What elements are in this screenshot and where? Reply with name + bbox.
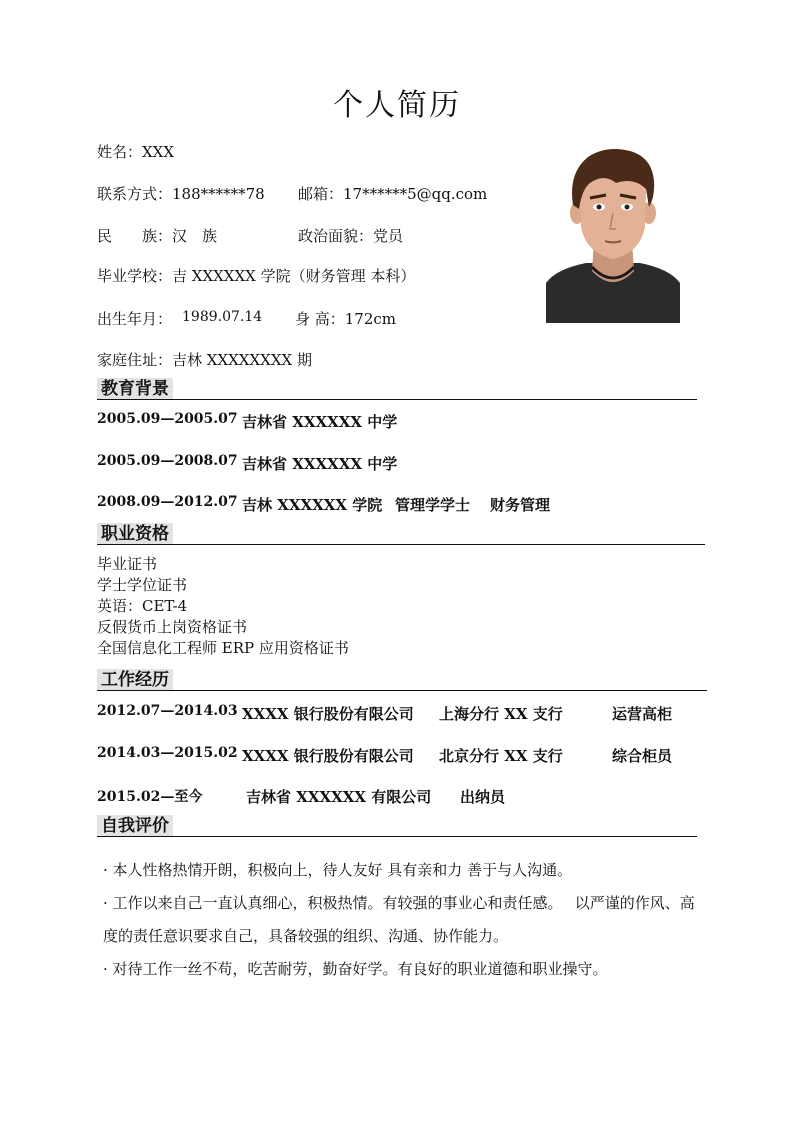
work-branch: 北京分行 XX 支行: [439, 747, 563, 765]
edu-date: 2005.09—2008.07: [97, 453, 238, 469]
info-height: 身 高：172cm: [295, 310, 397, 328]
info-name: 姓名：XXX: [97, 143, 175, 161]
info-political: 政治面貌：党员: [298, 227, 404, 245]
work-date: 2014.03—2015.02: [97, 745, 238, 761]
work-position: 综合柜员: [612, 747, 673, 765]
edu-school: 吉林省 XXXXXX 中学: [242, 413, 398, 431]
self-eval-divider: [97, 836, 697, 837]
work-company: 吉林省 XXXXXX 有限公司: [246, 788, 432, 806]
qualification-item: 英语：CET-4: [97, 597, 188, 615]
work-heading: 工作经历: [97, 669, 173, 691]
qualification-item: 学士学位证书: [97, 576, 188, 594]
education-heading: 教育背景: [97, 378, 173, 400]
work-divider: [97, 690, 707, 691]
avatar: [546, 143, 680, 323]
edu-school: 吉林省 XXXXXX 中学: [242, 455, 398, 473]
self-eval-heading: 自我评价: [97, 815, 173, 837]
edu-school: 吉林 XXXXXX 学院: [242, 496, 383, 514]
info-school: 毕业学校：吉 XXXXXX 学院（财务管理 本科）: [97, 267, 416, 285]
qualification-item: 反假货币上岗资格证书: [97, 618, 248, 636]
qualification-item: 全国信息化工程师 ERP 应用资格证书: [97, 639, 349, 657]
info-birth-label: 出生年月：: [97, 310, 173, 328]
work-date: 2015.02—至今: [97, 789, 203, 805]
info-birth-value: 1989.07.14: [182, 309, 263, 325]
resume-title: 个人简历: [333, 88, 461, 123]
work-company: XXXX 银行股份有限公司: [242, 747, 414, 765]
self-eval-item: · 本人性格热情开朗，积极向上，待人友好 具有亲和力 善于与人沟通。: [103, 861, 573, 879]
info-ethnicity: 民 族：汉 族: [97, 227, 218, 245]
info-address: 家庭住址：吉林 XXXXXXXX 期: [97, 351, 312, 369]
edu-degree: 管理学学士: [395, 496, 471, 514]
work-position: 出纳员: [460, 788, 506, 806]
edu-date: 2008.09—2012.07: [97, 494, 238, 510]
qualifications-heading: 职业资格: [97, 523, 173, 545]
education-divider: [97, 399, 697, 400]
self-eval-item: · 工作以来自己一直认真细心，积极热情。有较强的事业心和责任感。 以严谨的作风、高度的责任意识要求自己，具备较强的组织、沟通、协作能力。: [103, 894, 695, 945]
qualifications-divider: [97, 544, 705, 545]
work-date: 2012.07—2014.03: [97, 703, 238, 719]
self-eval-item: · 对待工作一丝不苟，吃苦耐劳，勤奋好学。有良好的职业道德和职业操守。: [103, 960, 608, 978]
work-company: XXXX 银行股份有限公司: [242, 705, 414, 723]
work-position: 运营高柜: [612, 705, 673, 723]
qualification-item: 毕业证书: [97, 555, 158, 573]
info-email: 邮箱：17******5@qq.com: [298, 185, 488, 203]
info-contact: 联系方式：188******78: [97, 185, 265, 203]
work-branch: 上海分行 XX 支行: [439, 705, 563, 723]
edu-date: 2005.09—2005.07: [97, 411, 238, 427]
edu-major: 财务管理: [490, 496, 551, 514]
